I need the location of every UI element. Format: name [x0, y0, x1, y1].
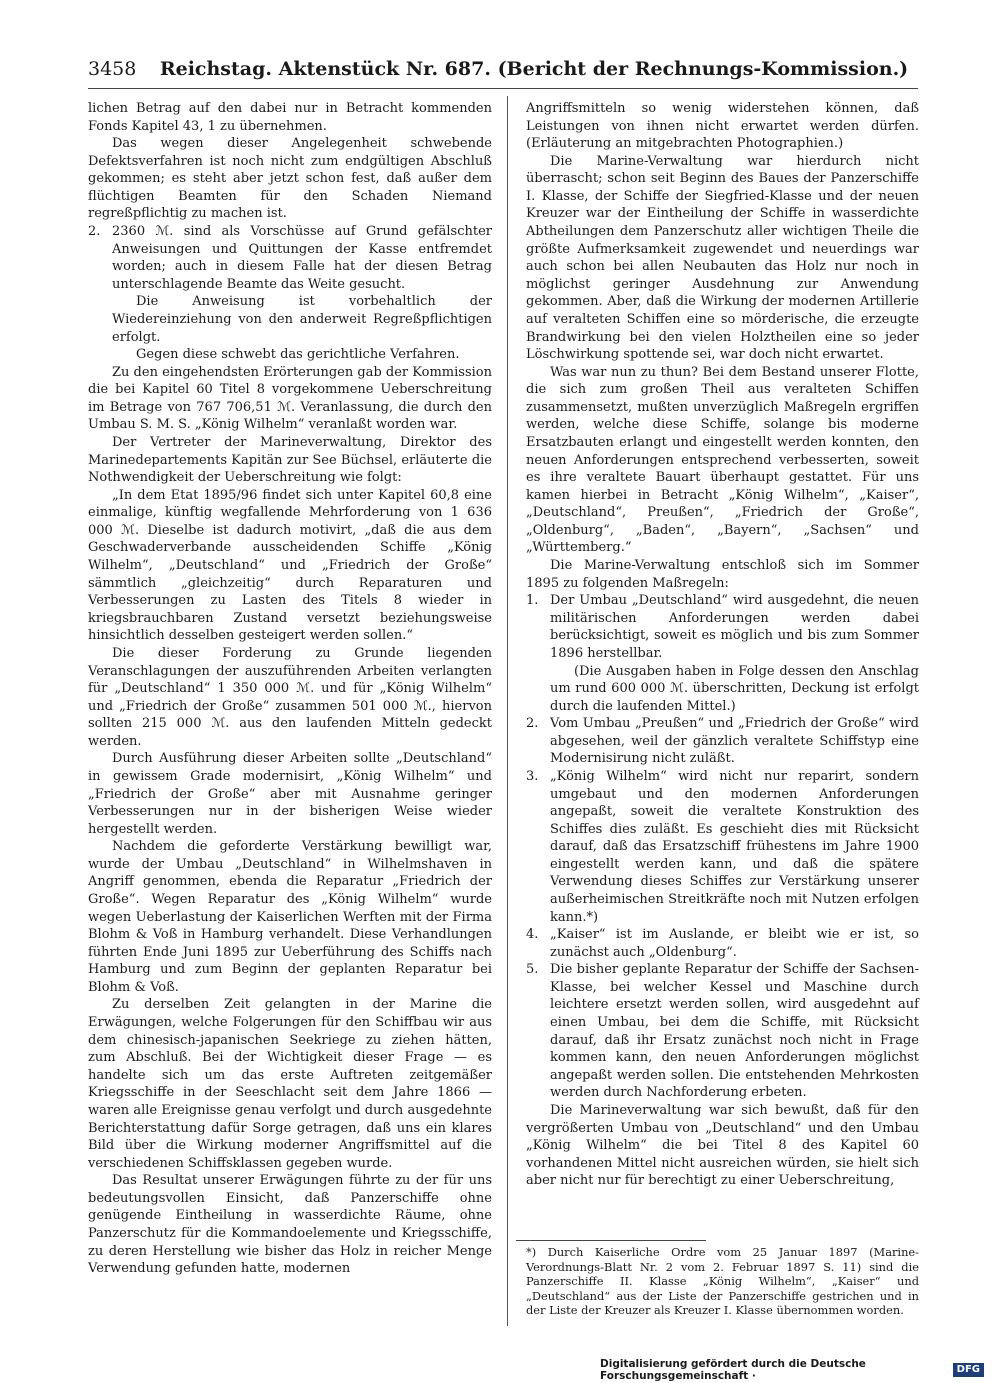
- page-header: [88, 58, 918, 86]
- list-text: „Kaiser“ ist im Auslande, er bleibt wie er ist, so zunächst auch „Oldenburg“.: [550, 927, 919, 960]
- list-text: Vom Umbau „Preußen“ und „Friedrich der Große“ wird abgesehen, weil der gänzlich veraltete Schiffstyp eine Modernisirung nicht zuläßt.: [550, 716, 919, 767]
- list-item: [526, 592, 919, 662]
- paragraph: Die Anweisung ist vorbehaltlich der Wiedereinziehung von den anderweit Regreßpflichtigen erfolgt.: [112, 294, 492, 345]
- paragraph: Die Marineverwaltung war sich bewußt, daß für den vergrößerten Umbau von „Deutschland“ und den Umbau „König Wilhelm“ die bei Titel 8 des Kapitel 60 vorhandenen Mittel nicht ausreichen würden, sie hielt sich aber nicht nur für berechtigt zu einer Ueberschreitung,: [526, 1102, 919, 1189]
- paragraph: Zu derselben Zeit gelangten in der Marine die Erwägungen, welche Folgerungen für den Schiffbau wir aus dem chinesisch-japanischen Seekriege zu ziehen hätten, zum Abschluß. Bei der Wichtigkeit dieser Frage — es handelte sich um das erste Auftreten zeitgemäßer Kriegsschiffe in der Seeschlacht seit dem Jahre 1866 — waren alle Ereignisse genau verfolgt und durch ausgedehnte Berichterstattung dafür Sorge getragen, daß uns ein klares Bild über die Wirkung moderner Angriffsmittel auf die verschiedenen Schiffsklassen gegeben wurde.: [88, 997, 492, 1171]
- list-number: 2.: [526, 716, 539, 732]
- list-text: 2360 ℳ. sind als Vorschüsse auf Grund gefälschter Anweisungen und Quittungen der Kasse entfremdet worden; auch in diesem Falle hat der diesen Betrag unterschlagende Beamte das Weite gesucht.: [112, 224, 492, 292]
- paragraph: lichen Betrag auf den dabei nur in Betracht kommenden Fonds Kapitel 43, 1 zu übernehmen.: [88, 101, 492, 134]
- dfg-logo-icon: DFG: [953, 1363, 984, 1377]
- footnote-rule: [516, 1240, 706, 1241]
- paragraph: Die Marine-Verwaltung war hierdurch nicht überrascht; schon seit Beginn des Baues der Panzerschiffe I. Klasse, der Schiffe der Siegfried-Klasse und der neuen Kreuzer war der Eintheilung der Schiffe in wasserdichte Abtheilungen dem Panzerschutz aller wichtigen Theile die größte Aufmerksamkeit zugewendet und neuerdings war auch schon bei allen Neubauten das Holz nur noch in möglichst geringer Ausdehnung zur Anwendung gekommen. Aber, daß die Wirkung der modernen Artillerie auf veralteten Schiffen eine so mörderische, die erzeugte Brandwirkung bei den vielen Holztheilen eine so jeder Löschwirkung spottende sei, war doch nicht erwartet.: [526, 153, 919, 363]
- column-divider: [507, 96, 508, 1326]
- paragraph: (Die Ausgaben haben in Folge dessen den Anschlag um rund 600 000 ℳ. überschritten, Deckung ist erfolgt durch die laufenden Mittel.): [550, 663, 919, 714]
- left-column: [88, 100, 492, 1278]
- list-item: [88, 223, 492, 293]
- paragraph: Was war nun zu thun? Bei dem Bestand unserer Flotte, die sich zum großen Theil aus veralteten Schiffen zusammensetzt, mußten unverzüglich Maßregeln ergriffen werden, welche diese Schiffe, solange bis moderne Ersatzbauten erlangt und eingestellt werden konnten, den neuen Anforderungen entsprechend verbesserten, soweit es ihre veraltete Bauart überhaupt gestattet. Für uns kamen hierbei in Betracht „König Wilhelm“, „Kaiser“, „Deutschland“, Preußen“, „Friedrich der Große“, „Oldenburg“, „Baden“, „Bayern“, „Sachsen“ und „Württemberg.“: [526, 364, 919, 556]
- paragraph: Das Resultat unserer Erwägungen führte zu der für uns bedeutungsvollen Einsicht, daß Panzerschiffe ohne genügende Eintheilung in wasserdichte Räume, ohne Panzerschutz für die Kommandoelemente und Kriegsschiffe, zu deren Herstellung wie bisher das Holz in reicher Menge Verwendung gefunden hatte, modernen: [88, 1173, 492, 1277]
- list-number: 2.: [88, 224, 101, 240]
- list-number: 3.: [526, 768, 539, 784]
- paragraph: Das wegen dieser Angelegenheit schwebende Defektsverfahren ist noch nicht zum endgültigen Abschluß gekommen; es steht aber jetzt schon fest, daß außer dem flüchtigen Beamten für den Schaden Niemand regreßpflichtig zu machen ist.: [88, 136, 492, 222]
- list-item: [526, 961, 919, 1102]
- paragraph: Der Vertreter der Marineverwaltung, Direktor des Marinedepartements Kapitän zur See Büchsel, erläuterte die Nothwendigkeit der Ueberschreitung wie folgt:: [88, 434, 492, 486]
- digitization-credit: [600, 1358, 984, 1382]
- paragraph: Die dieser Forderung zu Grunde liegenden Veranschlagungen der auszuführenden Arbeiten verlangten für „Deutschland“ 1 350 000 ℳ. und für „König Wilhelm“ und „Friedrich der Große“ zusammen 501 000 ℳ., hiervon sollten 215 000 ℳ. aus den laufenden Mitteln gedeckt werden.: [88, 645, 492, 749]
- paragraph: Angriffsmitteln so wenig widerstehen können, daß Leistungen von ihnen nicht erwartet werden dürfen. (Erläuterung an mitgebrachten Photographien.): [526, 101, 919, 152]
- paragraph: Nachdem die geforderte Verstärkung bewilligt war, wurde der Umbau „Deutschland“ in Wilhelmshaven in Angriff genommen, ebenda die Reparatur „Friedrich der Große“. Wegen Reparatur des „König Wilhelm“ wurde wegen Ueberlastung der Kaiserlichen Werften mit der Firma Blohm & Voß in Hamburg verhandelt. Diese Verhandlungen führten Ende Juni 1895 zur Ueberführung des Schiffs nach Hamburg und zum Beginn der geplanten Reparatur bei Blohm & Voß.: [88, 839, 492, 995]
- list-item: [526, 715, 919, 768]
- list-number: 4.: [526, 927, 539, 943]
- running-title: Reichstag. Aktenstück Nr. 687. (Bericht der Rechnungs-Kommission.): [159, 58, 909, 80]
- list-item: [526, 768, 919, 926]
- list-number: 1.: [526, 593, 539, 609]
- quotation: „In dem Etat 1895/96 findet sich unter Kapitel 60,8 eine einmalige, künftig wegfallende Mehrforderung von 1 636 000 ℳ. Dieselbe ist dadurch motivirt, „daß die aus dem Geschwaderverbande ausscheidenden Schiffe „König Wilhelm“, „Deutschland“ und „Friedrich der Große“ sämmtlich „gleichzeitig“ durch Reparaturen und Verbesserungen zu Lasten des Titels 8 wieder in kriegsbrauchbaren Zustand versetzt beziehungsweise hinsichtlich desselben gesteigert werden sollen.“: [88, 487, 492, 644]
- header-rule: [88, 88, 918, 89]
- paragraph: Gegen diese schwebt das gerichtliche Verfahren.: [136, 347, 460, 363]
- paragraph: Zu den eingehendsten Erörterungen gab der Kommission die bei Kapitel 60 Titel 8 vorgekommene Ueberschreitung im Betrage von 767 706,51 ℳ. Veranlassung, die durch den Umbau S. M. S. „König Wilhelm“ veranlaßt worden war.: [88, 364, 492, 433]
- list-text: „König Wilhelm“ wird nicht nur reparirt, sondern umgebaut und den modernen Anforderungen angepaßt, soweit die veraltete Konstruktion des Schiffes dies zuläßt. Es geschieht dies mit Rücksicht darauf, daß das Ersatzschiff frühestens im Jahre 1900 eingestellt werden kann, und daß die spätere Verwendung dieses Schiffes zur Verstärkung unserer außerheimischen Streitkräfte noch mit Nutzen erfolgen kann.*): [550, 768, 919, 925]
- paragraph: Die Marine-Verwaltung entschloß sich im Sommer 1895 zu folgenden Maßregeln:: [526, 558, 919, 591]
- page-number: 3458: [88, 58, 137, 80]
- footnote: *) Durch Kaiserliche Ordre vom 25 Januar 1897 (Marine-Verordnungs-Blatt Nr. 2 vom 2. Februar 1897 S. 11) sind die Panzerschiffe II. Klasse „König Wilhelm“, „Kaiser“ und „Deutschland“ aus der Liste der Panzerschiffe gestrichen und in der Liste der Kreuzer als Kreuzer I. Klasse übernommen worden.: [526, 1245, 919, 1318]
- list-text: Die bisher geplante Reparatur der Schiffe der Sachsen-Klasse, bei welcher Kessel und Maschine durch leichtere ersetzt werden sollen, wird ausgedehnt auf einen Umbau, bei dem die Schiffe, mit Rücksicht darauf, daß ihr Ersatz zunächst noch nicht in Frage kommen kann, den neuen Anforderungen möglichst angepaßt werden sollen. Die entstehenden Mehrkosten werden durch Nachforderung erbeten.: [550, 962, 919, 1101]
- list-number: 5.: [526, 962, 539, 978]
- list-item: [526, 926, 919, 961]
- credit-text: Digitalisierung gefördert durch die Deutsche Forschungsgemeinschaft ·: [600, 1358, 866, 1382]
- right-column: [526, 100, 919, 1190]
- paragraph: Durch Ausführung dieser Arbeiten sollte „Deutschland“ in gewissem Grade modernisirt, „König Wilhelm“ und „Friedrich der Große“ aber mit Ausnahme geringer Verbesserungen nur in der bisherigen Weise wieder hergestellt werden.: [88, 751, 492, 837]
- list-text: Der Umbau „Deutschland“ wird ausgedehnt, die neuen militärischen Anforderungen werden dabei berücksichtigt, soweit es möglich und bis zum Sommer 1896 herstellbar.: [550, 593, 919, 661]
